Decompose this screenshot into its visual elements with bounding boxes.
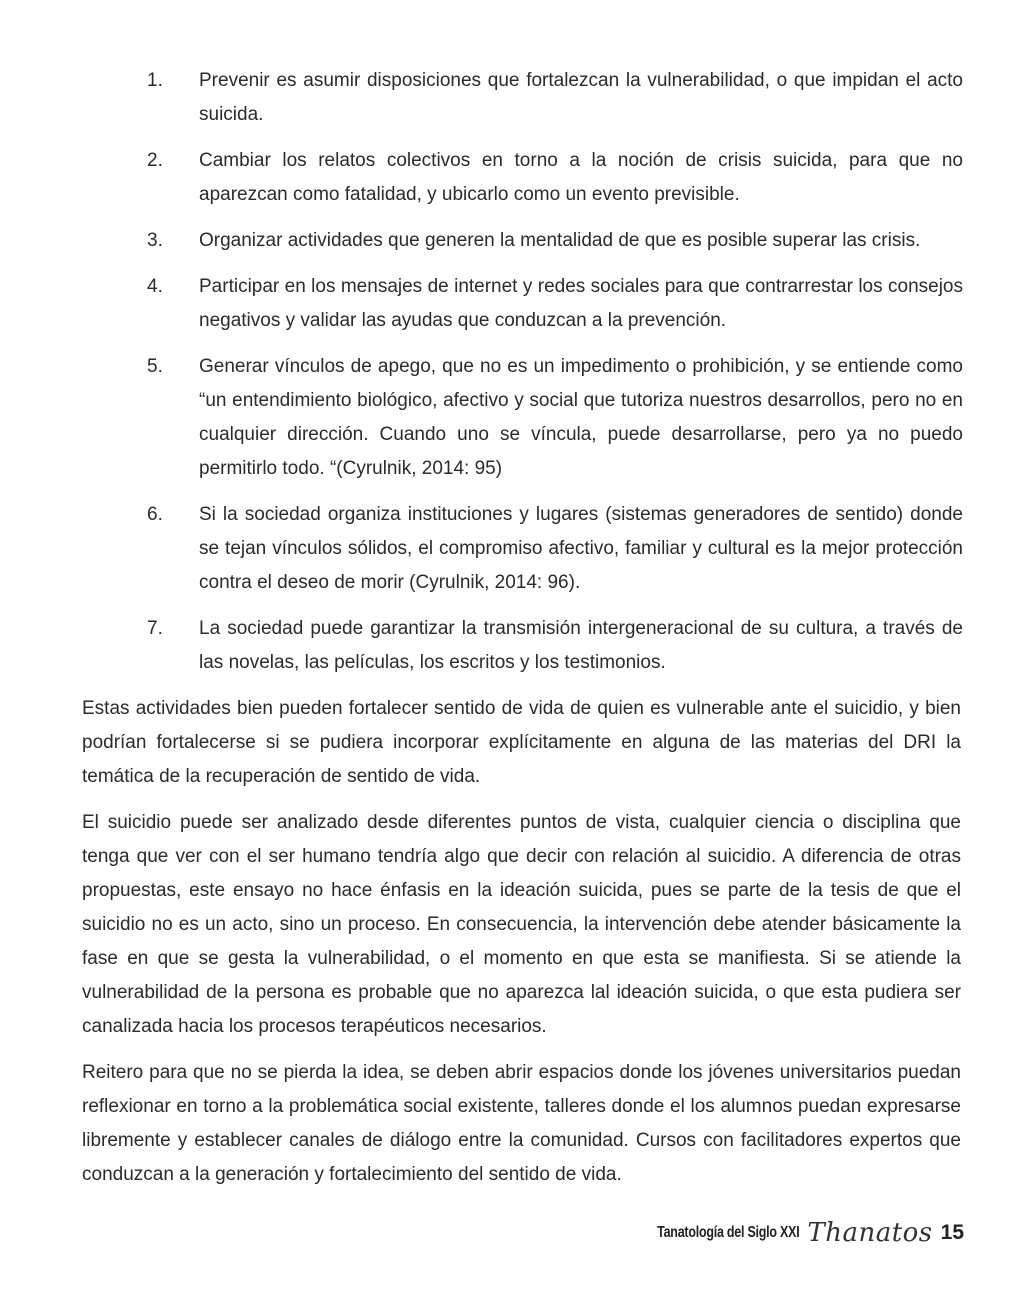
list-item <box>147 498 963 600</box>
journal-logo: Thanatos <box>807 1218 933 1248</box>
list-item <box>147 64 963 132</box>
list-item-text: Organizar actividades que generen la mentalidad de que es posible superar las crisis. <box>199 230 921 251</box>
paragraph: Reitero para que no se pierda la idea, se deben abrir espacios donde los jóvenes universitarios puedan reflexionar en torno a la problemática social existente, talleres donde el los alumnos puedan expresarse libremente y establecer canales de diálogo entre la comunidad. Cursos con facilitadores expertos que conduzcan a la generación y fortalecimiento del sentido de vida. <box>82 1062 961 1185</box>
list-item-number: 1. <box>147 70 163 91</box>
journal-title: Tanatología del Siglo XXI <box>657 1224 800 1241</box>
numbered-list <box>147 64 963 692</box>
list-item <box>147 270 963 338</box>
body-text <box>82 692 961 1204</box>
list-item-number: 4. <box>147 276 163 297</box>
list-item-number: 6. <box>147 504 163 525</box>
list-item-number: 3. <box>147 230 163 251</box>
list-item <box>147 612 963 680</box>
list-item-text: Participar en los mensajes de internet y redes sociales para que contrarrestar los consejos negativos y validar las ayudas que conduzcan a la prevención. <box>199 276 963 331</box>
page-footer <box>617 1215 964 1251</box>
list-item <box>147 350 963 486</box>
list-item-text: Generar vínculos de apego, que no es un impedimento o prohibición, y se entiende como “un entendimiento biológico, afectivo y social que tutoriza nuestros desarrollos, pero no en cualquier dirección. Cuando uno se víncula, puede desarrollarse, pero ya no puedo permitirlo todo. “(Cyrulnik, 2014: 95) <box>199 356 963 479</box>
paragraph: El suicidio puede ser analizado desde diferentes puntos de vista, cualquier ciencia o disciplina que tenga que ver con el ser humano tendría algo que decir con relación al suicidio. A diferencia de otras propuestas, este ensayo no hace énfasis en la ideación suicida, pues se parte de la tesis de que el suicidio no es un acto, sino un proceso. En consecuencia, la intervención debe atender básicamente la fase en que se gesta la vulnerabilidad, o el momento en que esta se manifiesta. Si se atiende la vulnerabilidad de la persona es probable que no aparezca lal ideación suicida, o que esta pudiera ser canalizada hacia los procesos terapéuticos necesarios. <box>82 812 961 1037</box>
list-item-number: 7. <box>147 618 163 639</box>
list-item <box>147 144 963 212</box>
list-item-number: 2. <box>147 150 163 171</box>
list-item-text: Cambiar los relatos colectivos en torno a la noción de crisis suicida, para que no aparezcan como fatalidad, y ubicarlo como un evento previsible. <box>199 150 963 205</box>
list-item-text: Prevenir es asumir disposiciones que fortalezcan la vulnerabilidad, o que impidan el acto suicida. <box>199 70 963 125</box>
paragraph: Estas actividades bien pueden fortalecer sentido de vida de quien es vulnerable ante el suicidio, y bien podrían fortalecerse si se pudiera incorporar explícitamente en alguna de las materias del DRI la temática de la recuperación de sentido de vida. <box>82 698 961 787</box>
list-item-text: La sociedad puede garantizar la transmisión intergeneracional de su cultura, a través de las novelas, las películas, los escritos y los testimonios. <box>199 618 963 673</box>
list-item-text: Si la sociedad organiza instituciones y lugares (sistemas generadores de sentido) donde se tejan vínculos sólidos, el compromiso afectivo, familiar y cultural es la mejor protección contra el deseo de morir (Cyrulnik, 2014: 96). <box>199 504 963 593</box>
page-number: 15 <box>940 1221 964 1244</box>
list-item <box>147 224 963 258</box>
list-item-number: 5. <box>147 356 163 377</box>
